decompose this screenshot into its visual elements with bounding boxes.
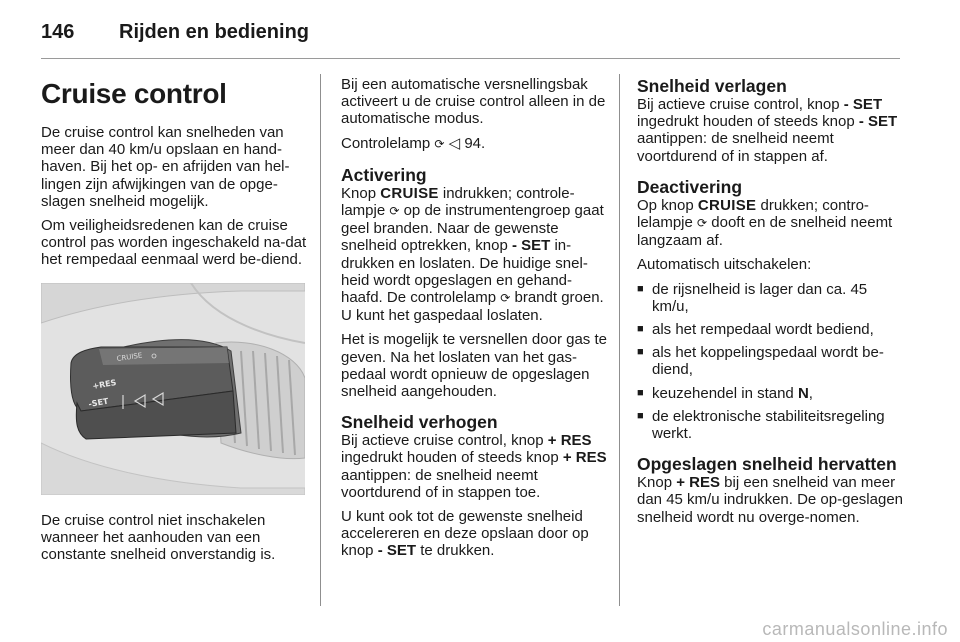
page-header (41, 14, 309, 50)
store-speed-paragraph: U kunt ook tot de gewenste snelheid accelereren en deze opslaan door op knop - SET te drukken. (341, 508, 589, 560)
list-item: ■ de elektronische stabiliteitsregeling werkt. (637, 408, 905, 442)
control-lamp-text: Controlelamp (341, 134, 431, 152)
chapter-title: Cruise control (41, 78, 227, 109)
res-key: + RES (676, 474, 720, 492)
control-lamp-page-ref[interactable]: 94. (464, 134, 486, 152)
column-1 (41, 76, 307, 570)
lever-res-label: +RES (91, 377, 118, 391)
set-key: - SET (843, 96, 883, 113)
intro-paragraph: De cruise control kan snelheden van meer dan 40 km/u opslaan en hand-haven. Bij het op- en afrijden van hel-lingen zijn afwijkingen van de opge-slagen snelheid mogelijk. (41, 124, 290, 210)
list-item: ■ de rijsnelheid is lager dan ca. 45 km/u, (637, 281, 905, 315)
cruise-lever-figure (41, 283, 305, 495)
warning-paragraph: De cruise control niet inschakelen wanneer het aanhouden van een constante snelheid onverstandig is. (41, 511, 276, 564)
lever-set-label: -SET (87, 396, 110, 409)
resume-speed-heading: Opgeslagen snelheid hervatten (637, 454, 897, 475)
cruise-lamp-icon: ⟳ (434, 136, 445, 151)
gear-n-key: N (797, 384, 809, 402)
activation-heading: Activering (341, 164, 427, 185)
safety-paragraph: Om veiligheidsredenen kan de cruise control pas worden ingeschakeld na-dat het rempedaal eenmaal werd be-diend. (41, 217, 307, 269)
list-item: ■ als het rempedaal wordt bediend, (637, 321, 905, 338)
deactivation-heading: Deactivering (637, 176, 743, 197)
page-reference-icon: ◁ (448, 134, 461, 152)
res-key: + RES (547, 432, 592, 450)
decrease-speed-heading: Snelheid verlagen (637, 76, 787, 96)
activation-paragraph: Knop CRUISE indrukken; controle-lampje ⟳ op de instrumentengroep gaat geel branden. Naar de gewenste snelheid optrekken, knop - SET in-drukken en loslaten. De huidige snel-heid wordt opgeslagen en gehand-haafd. De controlelamp ⟳ brandt groen. U kunt het gaspedaal loslaten. (341, 184, 604, 325)
auto-disable-intro: Automatisch uitschakelen: (637, 256, 812, 274)
res-key: + RES (562, 449, 607, 467)
column-2 (341, 76, 607, 567)
column-3 (637, 76, 905, 533)
lever-cruise-label: CRUISE (116, 351, 143, 363)
cruise-lever-illustration (41, 283, 305, 495)
header-divider (41, 58, 900, 59)
set-key: - SET (858, 113, 898, 131)
list-item: ■ als het koppelingspedaal wordt be-diend, (637, 344, 905, 378)
automatic-transmission-paragraph: Bij een automatische versnellingsbak activeert u de cruise control alleen in de automatische modus. (341, 76, 606, 128)
auto-disable-list (637, 281, 905, 443)
cruise-key: CRUISE (697, 196, 757, 214)
running-title: Rijden en bediening (119, 20, 310, 43)
list-item: ■ keuzehendel in stand N, (637, 385, 905, 402)
increase-speed-heading: Snelheid verhogen (341, 412, 498, 433)
set-key: - SET (377, 542, 417, 560)
page-number: 146 (41, 20, 75, 43)
cruise-lamp-icon: ⟳ (389, 204, 400, 219)
column-divider-1 (320, 74, 321, 606)
resume-speed-paragraph: Knop + RES bij een snelheid van meer dan 45 km/u indrukken. De op-geslagen snelheid wordt nu overge-nomen. (637, 474, 904, 526)
cruise-lamp-icon: ⟳ (697, 216, 708, 231)
control-lamp-reference (341, 135, 607, 153)
watermark: carmanualsonline.info (762, 619, 948, 639)
decrease-speed-paragraph: Bij actieve cruise control, knop - SET ingedrukt houden of steeds knop - SET aantippen: de snelheid neemt voortdurend of in stappen af. (637, 96, 898, 165)
column-divider-2 (619, 74, 620, 606)
increase-speed-paragraph: Bij actieve cruise control, knop + RES ingedrukt houden of steeds knop + RES aantippen: de snelheid neemt voortdurend of in stappen toe. (341, 432, 607, 501)
deactivation-paragraph: Op knop CRUISE drukken; contro-lelampje ⟳ dooft en de snelheid neemt langzaam af. (637, 196, 893, 250)
accelerate-paragraph: Het is mogelijk te versnellen door gas te geven. Na het loslaten van het gas-pedaal wordt opnieuw de opgeslagen snelheid aangehouden. (341, 331, 607, 401)
cruise-key: CRUISE (380, 184, 439, 202)
set-key: - SET (511, 237, 551, 255)
cruise-lamp-icon: ⟳ (500, 291, 511, 306)
